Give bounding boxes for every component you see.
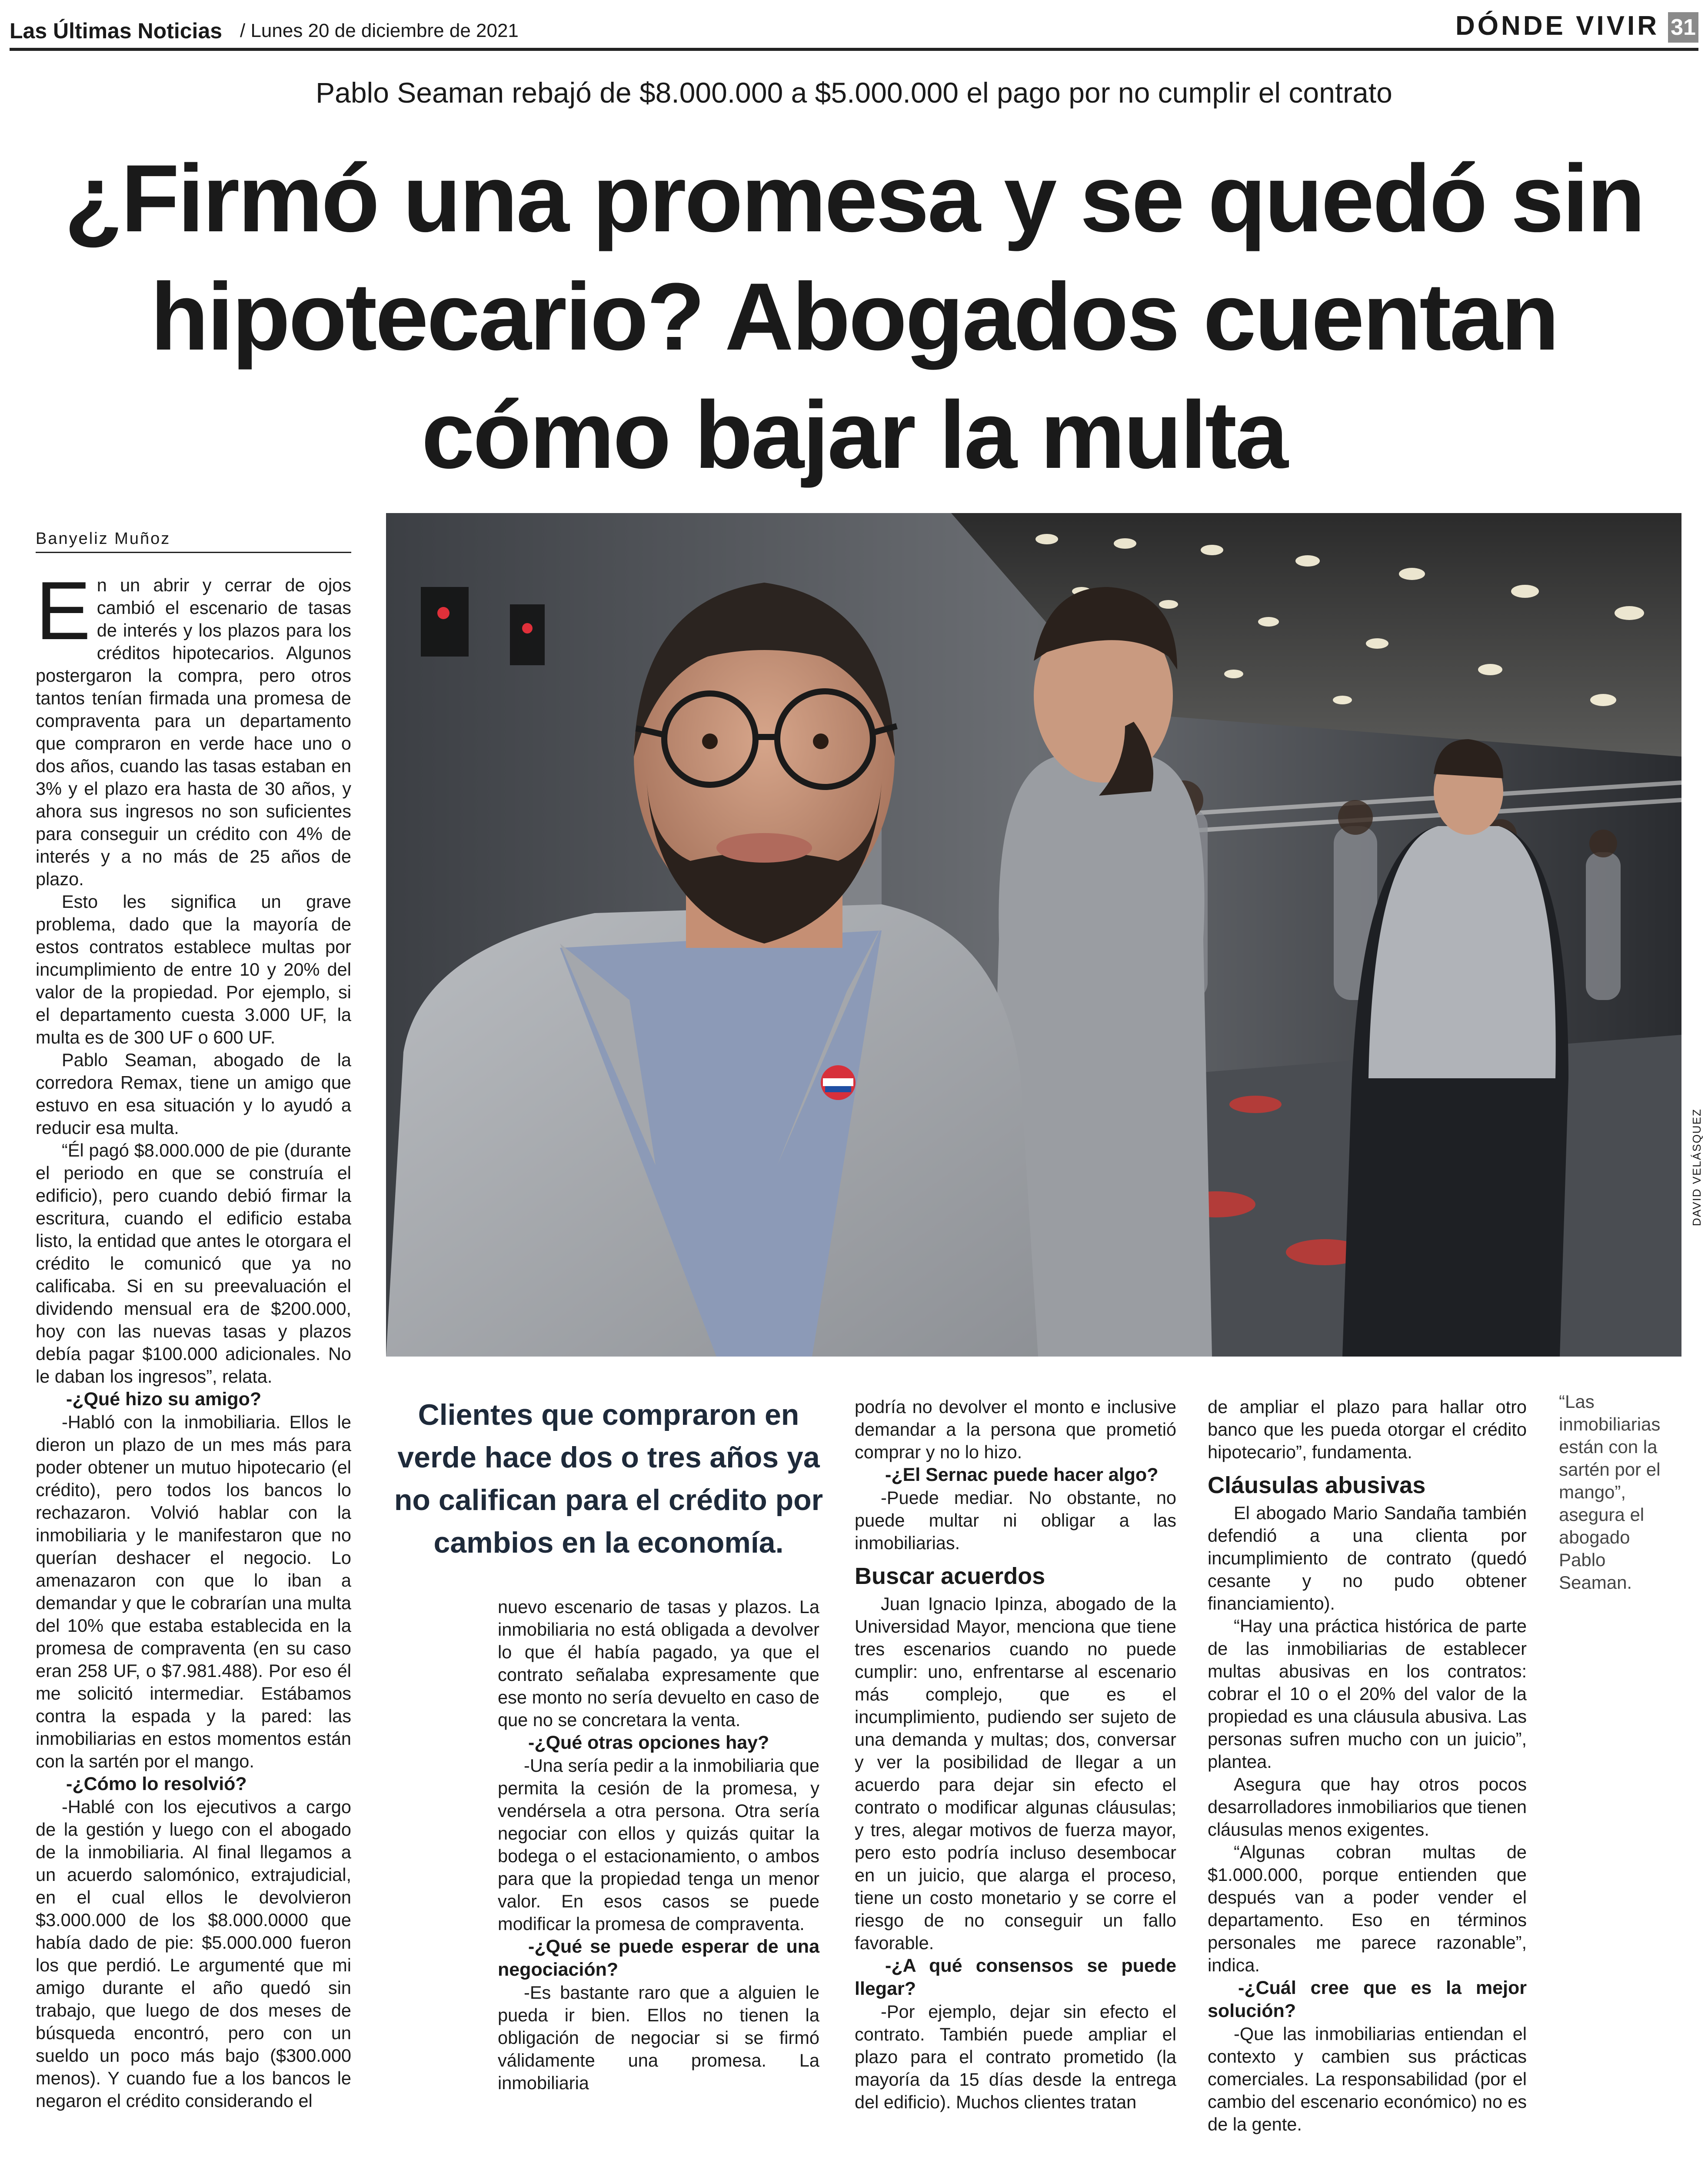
- page-header: [10, 9, 1698, 51]
- article-column-4: [1208, 1396, 1527, 2136]
- lead-paragraph: En un abrir y cerrar de ojos cambió el escenario de tasas de interés y los plazos para los créditos hipotecarios. Algunos postergaron la compra, pero otros tantos tenían firmada una promesa de compraventa para un departamento que compraron en verde hace uno o dos años, cuando las tasas estaban en 3% y el plazo era hasta de 30 años, y ahora sus ingresos no son suficientes para conseguir un crédito con 4% de interés y a no más de 25 años de plazo.: [36, 565, 351, 889]
- kicker: Pablo Seaman rebajó de $8.000.000 a $5.000.000 el pago por no cumplir el contrato: [316, 77, 1392, 109]
- headline: ¿Firmó una promesa y se quedó sin hipotecario? Abogados cuentan cómo bajar la multa: [64, 145, 1644, 488]
- man-in-elevator-photo: [386, 513, 1681, 1357]
- interview-question: -¿Qué hizo su amigo?: [66, 1389, 262, 1410]
- side-quote: “Las inmobiliarias están con la sartén por el mango”, asegura el abogado Pablo Seaman.: [1559, 1391, 1661, 1593]
- interview-question: -¿El Sernac puede hacer algo?: [885, 1464, 1159, 1485]
- paragraph: Pablo Seaman, abogado de la corredora Remax, tiene un amigo que estuvo en esa situación y lo ayudó a reducir esa multa.: [36, 1050, 351, 1138]
- paragraph: podría no devolver el monto e inclusive demandar a la persona que prometió comprar y no lo hizo.: [855, 1397, 1176, 1462]
- byline: Banyeliz Muñoz: [36, 530, 351, 553]
- publication-date: / Lunes 20 de diciembre de 2021: [240, 20, 519, 41]
- paragraph: -Por ejemplo, dejar sin efecto el contrato. También puede ampliar el plazo para el contrato prometido (la mayoría da 15 días desde la entrega del edificio). Muchos clientes tratan: [855, 2001, 1176, 2112]
- interview-question: -¿Qué otras opciones hay?: [528, 1732, 769, 1753]
- drop-cap: E: [36, 565, 91, 657]
- publication-name: Las Últimas Noticias: [10, 19, 223, 43]
- interview-question: -¿A qué consensos se puede llegar?: [855, 1955, 1176, 1999]
- paragraph: -Es bastante raro que a alguien le pueda ir bien. Ellos no tienen la obligación de negociar si se firmó válidamente una promesa. La inmobiliaria: [498, 1982, 819, 2093]
- page-number: 31: [1668, 12, 1698, 43]
- pull-quote: Clientes que compraron en verde hace dos o tres años ya no califican para el crédito por cambios en la economía.: [394, 1398, 823, 1559]
- article-column-3: [855, 1396, 1176, 2114]
- paragraph: nuevo escenario de tasas y plazos. La inmobiliaria no está obligada a devolver lo que él había pagado, ya que el contrato señalaba expresamente que ese monto no sería devuelto en caso de que no se concretara la venta.: [498, 1597, 819, 1730]
- remax-pin-icon: [821, 1065, 856, 1100]
- section-title: DÓNDE VIVIR: [1455, 11, 1659, 41]
- subheading: Cláusulas abusivas: [1208, 1472, 1426, 1498]
- paragraph: “Hay una práctica histórica de parte de las inmobiliarias de establecer multas abusivas en los contratos: cobrar el 10 o el 20% del valor de la propiedad es una cláusula abusiva. Las personas sufren mucho con un juicio”, plantea.: [1208, 1616, 1527, 1772]
- paragraph: -Puede mediar. No obstante, no puede multar ni obligar a las inmobiliarias.: [855, 1487, 1176, 1553]
- paragraph: El abogado Mario Sandaña también defendió a una clienta por incumplimiento de contrato (quedó cesante y no pudo obtener financiamiento).: [1208, 1503, 1527, 1614]
- paragraph: Esto les significa un grave problema, dado que la mayoría de estos contratos establece multas por incumplimiento de entre 10 y 20% del valor de la propiedad. Por ejemplo, si el departamento cuesta 3.000 UF, la multa es de 300 UF o 600 UF.: [36, 891, 351, 1047]
- paragraph: Juan Ignacio Ipinza, abogado de la Universidad Mayor, menciona que tiene tres escenarios cuando no puede cumplir: uno, enfrentarse al escenario más complejo, que es el incumplimiento, pudiendo ser sujeto de una demanda y multas; dos, conversar y ver la posibilidad de llegar a un acuerdo para dejar sin efecto el contrato o modificar algunas cláusulas; y tres, alegar motivos de fuerza mayor, pero esto podría incluso desembocar en un juicio, que alarga el proceso, tiene un costo monetario y se corre el riesgo de no conseguir un fallo favorable.: [855, 1594, 1176, 1953]
- paragraph: -Hablé con los ejecutivos a cargo de la gestión y luego con el abogado de la inmobiliaria. Al final llegamos a un acuerdo salomónico, extrajudicial, en el cual ellos le devolvieron $3.000.000 de los $8.000.0000 que había dado de pie: $5.000.000 fueron los que perdió. Le argumenté que mi amigo durante el año quedó sin trabajo, que luego de dos meses de búsqueda encontró, pero con un sueldo un poco más bajo ($300.000 menos). Y cuando fue a los bancos le negaron el crédito considerando el: [36, 1797, 351, 2111]
- paragraph: -Que las inmobiliarias entiendan el contexto y cambien sus prácticas comerciales. La responsabilidad (por el cambio del escenario económico) no es de la gente.: [1208, 2024, 1527, 2134]
- article-column-2: [498, 1596, 819, 2094]
- interview-question: -¿Qué se puede esperar de una negociación?: [498, 1936, 819, 1980]
- paragraph: -Una sería pedir a la inmobiliaria que permita la cesión de la promesa, y vendérsela a otra persona. Otra sería negociar con ellos y quizás quitar la bodega o el estacionamiento, o ambos para que la propiedad tenga un menor valor. En esos casos se puede modificar la promesa de compraventa.: [498, 1755, 819, 1934]
- interview-question: -¿Cómo lo resolvió?: [66, 1774, 247, 1794]
- paragraph: “Él pagó $8.000.000 de pie (durante el periodo en que se construía el edificio), pero cuando debió firmar la escritura, cuando el edificio estaba listo, la entidad que antes le otorgara el crédito le comunicó que ya no calificaba. Si en su preevaluación el dividendo mensual era de $200.000, hoy con las nuevas tasas y plazos debía pagar $100.000 adicionales. No le daban los ingresos”, relata.: [36, 1140, 351, 1387]
- paragraph: de ampliar el plazo para hallar otro banco que les pueda otorgar el crédito hipotecario”, fundamenta.: [1208, 1397, 1527, 1462]
- paragraph: “Algunas cobran multas de $1.000.000, porque entienden que después van a poder vender el departamento. Eso en términos personales me parece razonable”, indica.: [1208, 1842, 1527, 1975]
- photo-credit: DAVID VELÁSQUEZ: [1690, 1108, 1703, 1226]
- paragraph: -Habló con la inmobiliaria. Ellos le dieron un plazo de un mes más para poder obtener un mutuo hipotecario (el crédito), pero todos los bancos lo rechazaron. Volvió hablar con la inmobiliaria y le manifestaron que no querían deshacer el negocio. Lo amenazaron con que lo iban a demandar y que le cobrarían una multa del 10% que estaba establecida en la promesa de compraventa (en su caso eran 258 UF, o $7.981.488). Por eso él me solicitó intermediar. Estábamos contra la espada y la pared: las inmobiliarias en estos momentos están con la sartén por el mango.: [36, 1412, 351, 1771]
- article-photo: [386, 513, 1681, 1357]
- article-column-1: [36, 565, 351, 2112]
- subheading: Buscar acuerdos: [855, 1563, 1045, 1589]
- interview-question: -¿Cuál cree que es la mejor solución?: [1208, 1977, 1527, 2021]
- paragraph: Asegura que hay otros pocos desarrolladores inmobiliarios que tienen cláusulas menos exigentes.: [1208, 1774, 1527, 1840]
